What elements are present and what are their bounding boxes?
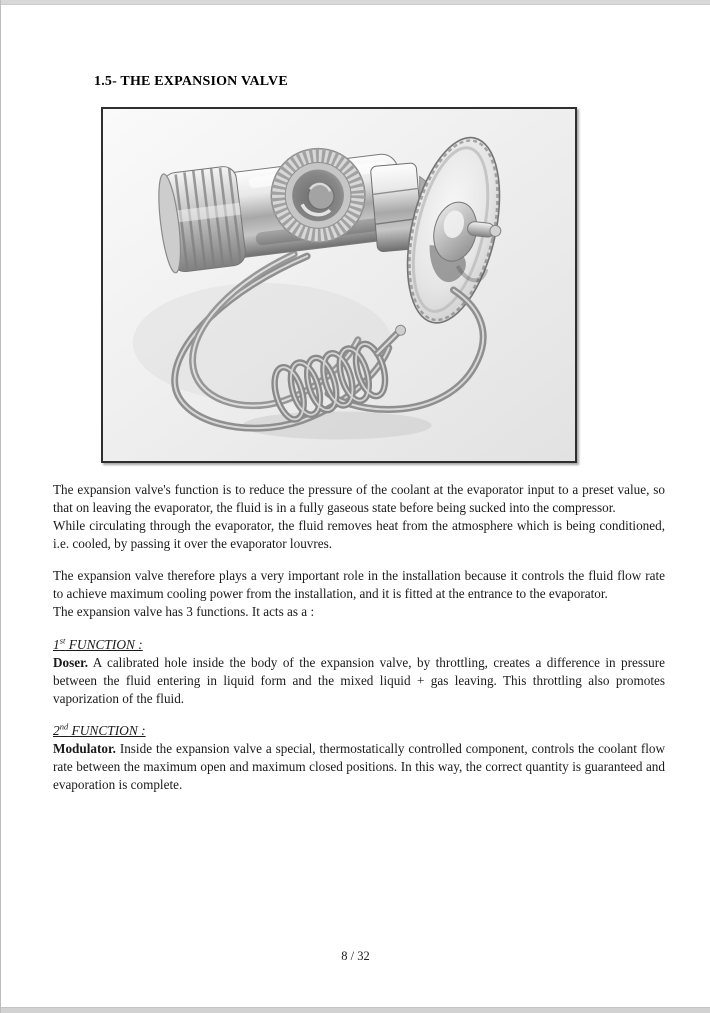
function-2-title-rest: FUNCTION : — [68, 722, 146, 738]
function-1-text — [53, 654, 665, 708]
paragraph-2-part-a: The expansion valve therefore plays a very important role in the installation because it controls the fluid flow rate to achieve maximum cooling power from the installation, and it is fitted at the entrance to the evaporator. — [53, 568, 665, 601]
page-footer — [1, 949, 710, 964]
function-2-body: Inside the expansion valve a special, thermostatically controlled component, controls the coolant flow rate between the maximum open and maximum closed positions. In this way, the correct quantity is guaranteed and evaporation is complete. — [53, 740, 665, 792]
function-2-ordinal: 2 — [53, 722, 60, 738]
function-1-title — [53, 632, 665, 654]
valve-port — [271, 149, 365, 243]
page-bottom-edge — [1, 1007, 710, 1013]
function-2-block — [53, 717, 665, 793]
expansion-valve-figure — [101, 107, 577, 463]
body-text — [53, 481, 665, 794]
paragraph-1 — [53, 481, 665, 553]
function-1-lead: Doser. — [53, 655, 89, 671]
page-top-edge — [1, 0, 710, 5]
expansion-valve-photo — [103, 109, 575, 461]
function-1-title-rest: FUNCTION : — [65, 637, 143, 653]
paragraph-2-part-b: The expansion valve has 3 functions. It acts as a : — [53, 604, 315, 619]
function-1-block — [53, 632, 665, 708]
paragraph-1-part-a: The expansion valve's function is to reduce the pressure of the coolant at the evaporator input to a preset value, so that on leaving the evaporator, the fluid is in a fully gaseous state before being sucked into the compressor. — [53, 482, 665, 515]
function-2-title — [53, 717, 665, 739]
function-2-text — [53, 740, 665, 794]
function-1-body: A calibrated hole inside the body of the expansion valve, by throttling, creates a difference in pressure between the fluid entering in liquid form and the mixed liquid + gas leaving. This throttling also promotes vaporization of the fluid. — [53, 655, 665, 707]
section-heading: 1.5- THE EXPANSION VALVE — [94, 74, 288, 89]
function-2-ordinal-suffix: nd — [59, 721, 69, 732]
function-1-ordinal: 1 — [53, 637, 60, 653]
paragraph-1-part-b: While circulating through the evaporator, the fluid removes heat from the atmosphere which is being conditioned, i.e. cooled, by passing it over the evaporator louvres. — [53, 518, 665, 551]
function-2-lead: Modulator. — [53, 740, 116, 756]
function-1-ordinal-suffix: st — [59, 636, 66, 646]
page-number: 8 / 32 — [341, 949, 370, 963]
paragraph-2 — [53, 567, 665, 621]
